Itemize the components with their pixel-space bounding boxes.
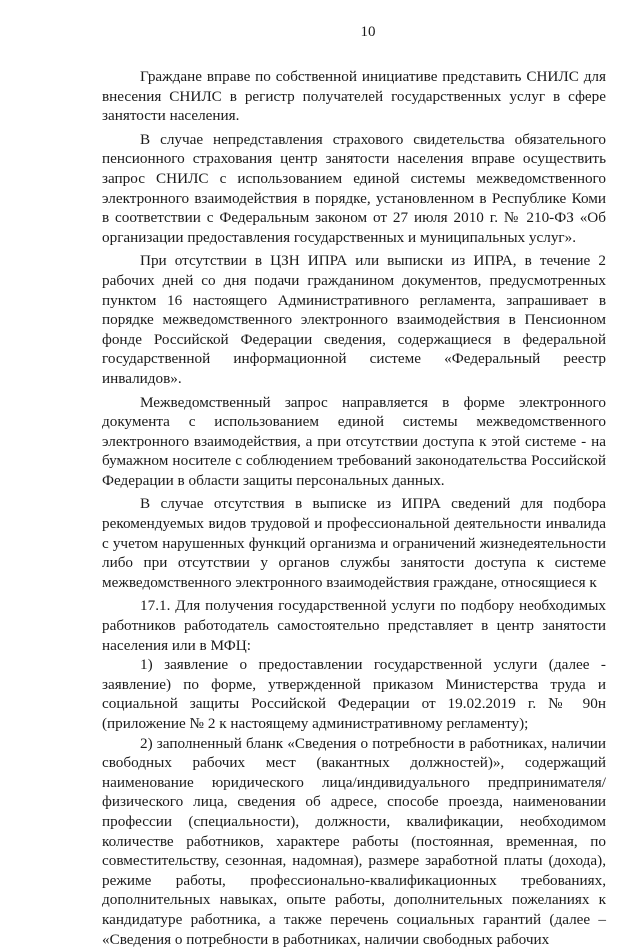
paragraph-17-1: 17.1. Для получения государственной услуги по подбору необходимых работников работодатель самостоятельно представляет в центр занятости населения или в МФЦ:: [102, 597, 606, 654]
paragraph-interagency-request: Межведомственный запрос направляется в форме электронного документа с использованием единой системы межведомственного электронного взаимодействия, а при отсутствии доступа к этой системе - на бумажном носителе с соблюдением требований законодательства Российской Федерации в области защиты персональных данных.: [102, 393, 606, 489]
paragraph-ipra-request: При отсутствии в ЦЗН ИПРА или выписки из ИПРА, в течение 2 рабочих дней со дня подачи гражданином документов, предусмотренных пунктом 16 настоящего Административного регламента, запрашивает в порядке межведомственного электронного взаимодействия в Пенсионном фонде Российской Федерации сведения, содержащиеся в федеральной государственной информационной системе «Федеральный реестр инвалидов».: [102, 252, 606, 387]
list-item-2-form: 2) заполненный бланк «Сведения о потребности в работниках, наличии свободных рабочих мест (вакантных должностей)», содержащий наименование юридического лица/индивидуального предпринимателя/физического лица, сведения об адресе, способе проезда, наименовании профессии (специальности), должности, квалификации, необходимом количестве работников, характере работы (постоянная, временная, по совместительству, сезонная, надомная), размере заработной платы (дохода), режиме работы, профессионально-квалификационных требованиях, дополнительных навыках, опыте работы, дополнительных пожеланиях к кандидатуре работника, а также перечень социальных гарантий (далее – «Сведения о потребности в работниках, наличии свободных рабочих: [102, 734, 606, 948]
paragraph-snils-initiative: Граждане вправе по собственной инициативе представить СНИЛС для внесения СНИЛС в регистр получателей государственных услуг в сфере занятости населения.: [102, 68, 606, 125]
list-item-1-application: 1) заявление о предоставлении государственной услуги (далее - заявление) по форме, утвержденной приказом Министерства труда и социальной защиты Российской Федерации от 19.02.2019 г. № 90н (приложение № 2 к настоящему административному регламенту);: [102, 656, 606, 732]
page-number: 10: [360, 24, 376, 40]
paragraph-snils-request: В случае непредставления страхового свидетельства обязательного пенсионного страхования центр занятости населения вправе осуществить запрос СНИЛС с использованием единой системы межведомственного электронного взаимодействия в порядке, установленном в Республике Коми в соответствии с Федеральным законом от 27 июля 2010 г. № 210-ФЗ «Об организации предоставления государственных и муниципальных услуг».: [102, 130, 606, 246]
paragraph-ipra-missing-info: В случае отсутствия в выписке из ИПРА сведений для подбора рекомендуемых видов трудовой и профессиональной деятельности инвалида с учетом нарушенных функций организма и ограничений жизнедеятельности либо при отсутствии у органов службы занятости доступа к системе межведомственного электронного взаимодействия граждане, относящиеся к: [102, 495, 606, 591]
